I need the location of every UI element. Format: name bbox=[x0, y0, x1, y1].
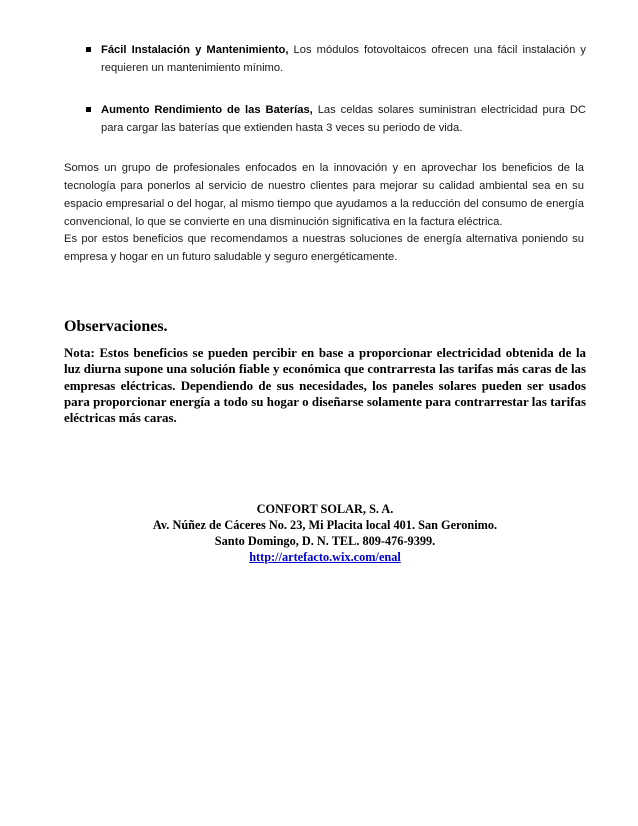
bullet-title: Fácil Instalación y Mantenimiento, bbox=[101, 44, 289, 56]
company-footer bbox=[64, 501, 586, 565]
benefits-list bbox=[86, 41, 586, 137]
bullet-text: Las celdas solares suministran electricidad pura DC para cargar las baterías que extienden hasta 3 veces su periodo de vida. bbox=[101, 104, 586, 134]
company-address: Av. Núñez de Cáceres No. 23, Mi Placita local 401. San Geronimo. bbox=[152, 518, 498, 532]
square-bullet-icon bbox=[86, 107, 91, 112]
observations-heading: Observaciones. bbox=[64, 318, 168, 335]
bullet-title: Aumento Rendimiento de las Baterías, bbox=[101, 104, 313, 116]
observations-note: Nota: Estos beneficios se pueden percibir en base a proporcionar electricidad obtenida de la luz diurna supone una solución fiable y económica que contrarresta las tarifas más caras de las empresas eléctricas. Dependiendo de sus necesidades, los paneles solares pueden ser usados para proporcionar energía a todo su hogar o diseñarse solamente para contrarrestar las tarifas eléctricas más caras. bbox=[64, 346, 586, 426]
recommendation-paragraph: Es por estos beneficios que recomendamos a nuestras soluciones de energía alternativa poniendo su empresa y hogar en un futuro saludable y seguro energéticamente. bbox=[64, 233, 584, 263]
list-item bbox=[86, 101, 586, 137]
company-name: CONFORT SOLAR, S. A. bbox=[256, 502, 394, 516]
square-bullet-icon bbox=[86, 47, 91, 52]
bullet-text: Los módulos fotovoltaicos ofrecen una fácil instalación y requieren un mantenimiento mínimo. bbox=[101, 44, 586, 74]
company-website-link[interactable]: http://artefacto.wix.com/enal bbox=[249, 550, 401, 564]
intro-paragraph: Somos un grupo de profesionales enfocados en la innovación y en aprovechar los beneficios de la tecnología para ponerlos al servicio de nuestro clientes para mejorar su calidad ambiental sea en su espacio empresarial o del hogar, al mismo tiempo que ayudamos a la reducción del consumo de energía convencional, lo que se convierte en una disminución significativa en la factura eléctrica. bbox=[64, 162, 584, 228]
company-city-phone: Santo Domingo, D. N. TEL. 809-476-9399. bbox=[214, 534, 436, 548]
list-item bbox=[86, 41, 586, 77]
